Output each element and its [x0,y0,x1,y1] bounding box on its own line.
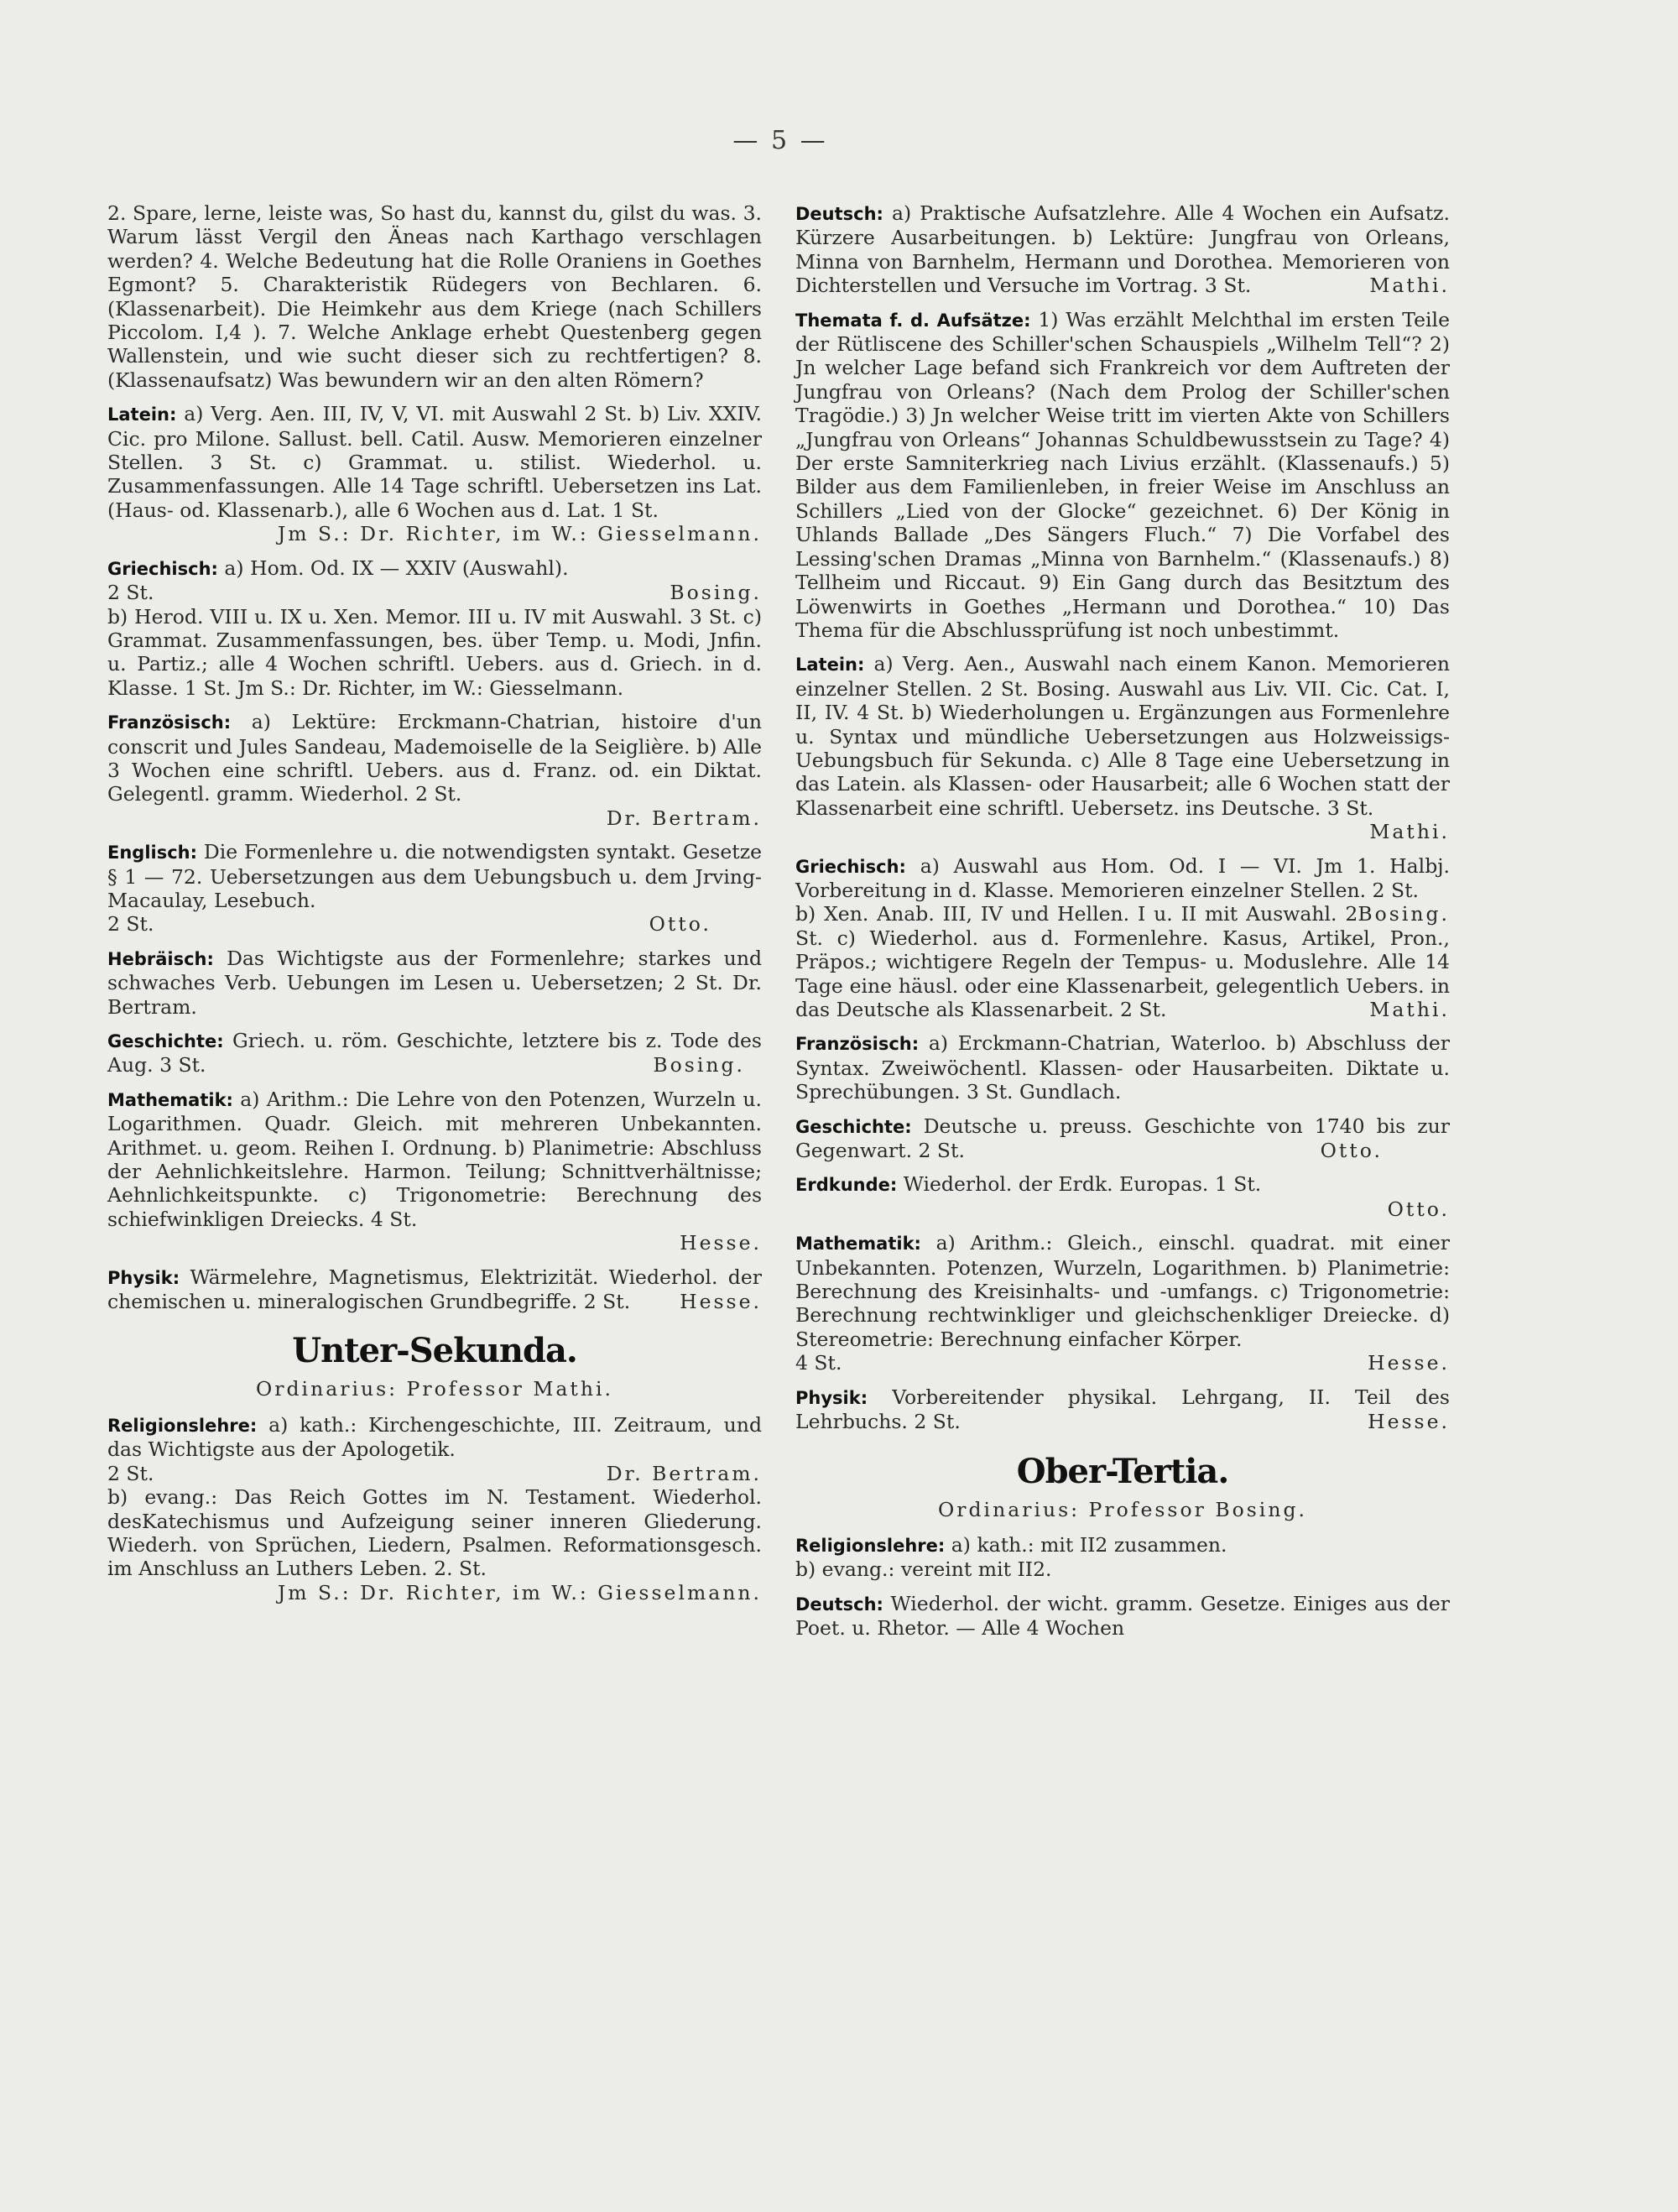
geography-label: Erdkunde: [795,1175,898,1196]
latin-text-right: a) Verg. Aen., Auswahl nach einem Kanon. Memorieren einzelner Stellen. 2 St. Bosing. Auswahl aus Liv. VII. Cic. Cat. I, II, IV. 4 St. b) Wiederholungen u. Ergänzungen aus Formenlehre u. Syntax und mündliche Uebersetzungen aus Holzweissigs-Uebungsbuch für Sekunda. c) Alle 8 Tage eine Uebersetzung in das Latein. als Klassen- oder Hausarbeit; alle 6 Wochen statt der Klassenarbeit eine schriftl. Uebersetz. ins Deutsche. 3 St. [795,652,1450,820]
religion-kath-text: a) kath.: Kirchengeschichte, III. Zeitraum, und das Wichtigste aus der Apologetik. [107,1412,762,1462]
german-label-ober-tertia: Deutsch: [795,1594,883,1615]
physics-label-right: Physik: [795,1387,868,1408]
math-label-right: Mathematik: [795,1234,921,1255]
religion-evang-text: b) evang.: Das Reich Gottes im N. Testament. Wiederhol. desKatechismus und Aufzeigung seiner inneren Gliederung. Wiederh. von Sprüchen, Liedern, Psalmen. Reformationsgesch. im Anschluss an Luthers Leben. 2. St. [107,1485,762,1581]
physics-text: Wärmelehre, Magnetismus, Elektrizität. Wiederhol. der chemischen u. mineralogischen Grundbegriffe. 2 St. [107,1265,762,1314]
english-section [107,840,762,936]
physics-teacher: Hesse. [680,1290,762,1314]
left-column [107,201,762,1615]
latin-teacher-right: Mathi. [1369,820,1450,844]
page-number: — 5 — [732,126,828,155]
essay-topics-label: Themata f. d. Aufsätze: [795,310,1031,331]
math-label: Mathematik: [107,1089,233,1110]
ober-tertia-heading: Ober-Tertia. [1016,1451,1229,1491]
religion-label-right: Religionslehre: [795,1535,946,1556]
german-text: a) Praktische Aufsatzlehre. Alle 4 Wochen ein Aufsatz. Kürzere Ausarbeitungen. b) Lektüre: Jungfrau von Orleans, Minna von Barnhelm, Hermann und Dorothea. Memorieren von Dichterstellen und Versuche im Vortrag. 3 St. [795,201,1450,298]
greek-label-right: Griechisch: [795,856,906,877]
english-text: Die Formenlehre u. die notwendigsten syntakt. Gesetze § 1 — 72. Uebersetzungen aus dem Uebungsbuch u. dem Jrving-Macaulay, Lesebuch. [107,840,762,912]
latin-section-right [795,652,1450,843]
french-teacher: Dr. Bertram. [606,806,762,830]
english-teacher: Otto. [649,912,711,936]
physics-label: Physik: [107,1267,180,1288]
history-label-right: Geschichte: [795,1116,912,1137]
german-teacher: Mathi. [1369,274,1450,298]
math-text: a) Arithm.: Die Lehre von den Potenzen, Wurzeln u. Logarithmen. Quadr. Gleich. mit mehreren Unbekannten. Arithmet. u. geom. Reihen I. Ordnung. b) Planimetrie: Abschluss der Aehnlichkeitslehre. Harmon. Teilung; Schnittverhältnisse; Aehnlichkeitspunkte. c) Trigonometrie: Berechnung des schiefwinkligen Dreiecks. 4 St. [107,1087,762,1231]
history-teacher: Bosing. [653,1053,745,1077]
english-label: Englisch: [107,843,198,863]
french-section [107,710,762,830]
latin-label-right: Latein: [795,655,865,676]
religion-kath-right: a) kath.: mit II2 zusammen. [951,1532,1227,1557]
french-text: a) Lektüre: Erckmann-Chatrian, histoire d'un conscrit und Jules Sandeau, Mademoiselle de la Seiglière. b) Alle 3 Wochen eine schriftl. Uebers. aus d. Franz. od. ein Diktat. Gelegentl. gramm. Wiederhol. 2 St. [107,710,762,806]
ober-tertia-ordinarius: Ordinarius: Professor Bosing. [938,1497,1307,1521]
german-text-ober-tertia: Wiederhol. der wicht. gramm. Gesetze. Einiges aus der Poet. u. Rhetor. — Alle 4 Wochen [795,1591,1450,1641]
physics-section-right [795,1385,1450,1434]
geography-teacher: Otto. [1387,1197,1450,1221]
religion-evang-teacher: Jm S.: Dr. Richter, im W.: Giesselmann. [277,1580,762,1604]
religion-evang-right: b) evang.: vereint mit II2. [795,1557,1052,1582]
history-text-right: Deutsche u. preuss. Geschichte von 1740 bis zur Gegenwart. 2 St. [795,1114,1450,1163]
math-section [107,1088,762,1255]
essay-topics-text: 1) Was erzählt Melchthal im ersten Teile der Rütliscene des Schiller'schen Schauspiels „Wilhelm Tell“? 2) Jn welcher Lage befand sich Frankreich vor dem Auftreten der Jungfrau von Orleans? (Nach dem Prolog der Schiller'schen Tragödie.) 3) Jn welcher Weise tritt im vierten Akte von Schillers „Jungfrau von Orleans“ Johannas Schuldbewusstsein zu Tage? 4) Der erste Samniterkrieg nach Livius erzählt. (Klassenaufs.) 5) Bilder aus dem Familienleben, in freier Weise im Anschluss an Schillers „Lied von der Glocke“ gezeichnet. 6) Der König in Uhlands Ballade „Des Sängers Fluch.“ 7) Die Vorfabel des Lessing'schen Dramas „Minna von Barnhelm.“ (Klassenaufs.) 8) Tellheim und Riccaut. 9) Ein Gang durch das Besitztum des Löwenwirts in Goethes „Hermann und Dorothea.“ 10) Das Thema für die Abschlussprüfung ist noch unbestimmt. [795,307,1450,642]
greek-text2-right: b) Xen. Anab. III, IV und Hellen. I u. II mit Auswahl. 2 St. c) Wiederhol. aus d. Formenlehre. Kasus, Artikel, Pron., Präpos.; wichtigere Regeln der Tempus- u. Moduslehre. Alle 14 Tage eine häusl. oder eine Klassenarbeit, gelegentlich Uebers. in das Deutsche als Klassenarbeit. 2 St. [795,902,1450,1021]
math-section-right [795,1231,1450,1375]
greek-label: Griechisch: [107,558,218,579]
latin-teacher: Jm S.: Dr. Richter, im W.: Giesselmann. [277,522,762,546]
french-label-right: Französisch: [795,1034,920,1055]
greek-teacher-right-1: Bosing. [1358,902,1450,926]
german-section-ober-tertia [795,1592,1450,1641]
greek-text-right: a) Auswahl aus Hom. Od. I — VI. Jm 1. Halbj. Vorbereitung in d. Klasse. Memorieren einzelner Stellen. 2 St. [795,853,1450,902]
unter-sekunda-ordinarius: Ordinarius: Professor Mathi. [256,1377,613,1401]
french-text-right: a) Erckmann-Chatrian, Waterloo. b) Abschluss der Syntax. Zweiwöchentl. Klassen- oder Hausarbeiten. Diktate u. Sprechübungen. 3 St. Gundlach. [795,1031,1450,1104]
history-text: Griech. u. röm. Geschichte, letztere bis z. Tode des Aug. 3 St. [107,1029,762,1077]
english-hours: 2 St. [107,912,154,936]
essay-topics-continued: 2. Spare, lerne, leiste was, So hast du, kannst du, gilst du was. 3. Warum lässt Vergil den Äneas nach Karthago verschlagen werden? 4. Welche Bedeutung hat die Rolle Oraniens in Goethes Egmont? 5. Charakteristik Rüdegers von Bechlaren. 6. (Klassenarbeit). Die Heimkehr aus dem Kriege (nach Schillers Piccolom. I,4 ). 7. Welche Anklage erhebt Questenberg gegen Wallenstein, und wie sucht dieser sich zu rechtfertigen? 8. (Klassenaufsatz) Was bewundern wir an den alten Römern? [107,201,762,392]
geography-section [795,1172,1450,1221]
religion-section [107,1413,762,1604]
physics-teacher-right: Hesse. [1368,1410,1450,1434]
history-teacher-right: Otto. [1320,1139,1383,1163]
greek-section-right [795,854,1450,1022]
right-column [795,201,1450,1651]
german-label: Deutsch: [795,204,883,224]
french-section-right [795,1031,1450,1103]
greek-teacher-right-2: Mathi. [1369,998,1450,1021]
religion-kath-teacher: Dr. Bertram. [606,1461,762,1485]
greek-section [107,556,762,700]
latin-label: Latein: [107,404,177,425]
hebrew-text: Das Wichtigste aus der Formenlehre; starkes und schwaches Verb. Uebungen im Lesen u. Uebersetzen; 2 St. Dr. Bertram. [107,946,762,1019]
math-hours-right: 4 St. [795,1351,842,1375]
unter-sekunda-heading: Unter-Sekunda. [292,1331,577,1371]
history-label: Geschichte: [107,1031,224,1051]
hebrew-label: Hebräisch: [107,948,214,969]
latin-text: a) Verg. Aen. III, IV, V, VI. mit Auswahl 2 St. b) Liv. XXIV. Cic. pro Milone. Sallust. bell. Catil. Ausw. Memorieren einzelner Stellen. 3 St. c) Grammat. u. stilist. Wiederhol. u. Zusammenfassungen. Alle 14 Tage schriftl. Uebersetzen ins Lat. (Haus- od. Klassenarb.), alle 6 Wochen aus d. Lat. 1 St. [107,402,762,522]
greek-line1: a) Hom. Od. IX — XXIV (Auswahl). [224,556,569,580]
religion-kath-hours: 2 St. [107,1461,154,1485]
math-text-right: a) Arithm.: Gleich., einschl. quadrat. mit einer Unbekannten. Potenzen, Wurzeln, Logarithmen. b) Planimetrie: Berechnung des Kreisinhalts- und -umfangs. c) Trigonometrie: Berechnung rechtwinkliger und gleichschenkliger Dreiecke. d) Stereometrie: Berechnung einfacher Körper. [795,1231,1450,1351]
greek-text: b) Herod. VIII u. IX u. Xen. Memor. III u. IV mit Auswahl. 3 St. c) Grammat. Zusammenfassungen, bes. über Temp. u. Modi, Jnfin. u. Partiz.; alle 4 Wochen schriftl. Uebers. aus d. Griech. in d. Klasse. 1 St. Jm S.: Dr. Richter, im W.: Giesselmann. [107,604,762,700]
physics-text-right: Vorbereitender physikal. Lehrgang, II. Teil des Lehrbuchs. 2 St. [795,1385,1450,1434]
history-section-right [795,1114,1450,1163]
greek-hours: 2 St. [107,581,154,605]
math-teacher-right: Hesse. [1368,1351,1450,1375]
religion-section-right [795,1533,1450,1582]
german-section [795,201,1450,298]
french-label: Französisch: [107,712,232,733]
greek-teacher: Bosing. [670,581,762,605]
physics-section [107,1265,762,1314]
religion-label: Religionslehre: [107,1415,258,1436]
essay-topics-section [795,308,1450,643]
math-teacher: Hesse. [680,1231,762,1255]
history-section [107,1029,762,1077]
geography-text: Wiederhol. der Erdk. Europas. 1 St. [903,1172,1262,1197]
hebrew-section [107,947,762,1019]
latin-section [107,402,762,545]
